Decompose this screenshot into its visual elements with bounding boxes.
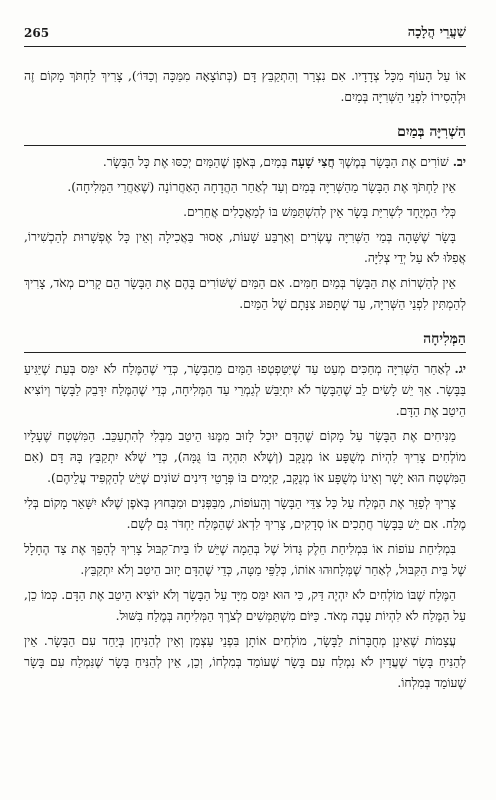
intro-paragraph: אוֹ עַל הָעוֹף מִכָּל צְדָדָיו. אִם נִצְרַר וְהִתְקַבֵּץ דָּם (כְּתוֹצָאָה מִמַּכָּה וְכַדּוֹ׳), צָרִיךְ לַחְתֹּךְ מָקוֹם זֶה וּלְהָסִירוֹ לִפְנֵי הַשְּׁרִיָּה בְּמַיִם. (24, 69, 466, 104)
section-heading-salting: הַמְּלִיחָה (24, 329, 466, 353)
paragraph: אֵין לְהַשְׁרוֹת אֶת הַבָּשָׂר בְּמַיִם חַמִּים. אִם הַמַּיִם שֶׁשּׁוֹרִים בָּהֶם אֶת הַבָּשָׂר הֵם קָרִים מְאֹד, צָרִיךְ לְהַמְתִּין לִפְנֵי הַשְּׁרִיָּה, עַד שֶׁתָּפוּג צִנָּתָם שֶׁל הַמַּיִם. (24, 276, 466, 311)
paragraph: צָרִיךְ לְפַזֵּר אֶת הַמֶּלַח עַל כָּל צִדֵּי הַבָּשָׂר וְהָעוֹפוֹת, מִבַּפְּנִים וּמִבַּחוּץ בְּאֹפֶן שֶׁלֹּא יִשָּׁאֵר מָקוֹם בְּלִי מֶלַח. אִם יֵשׁ בַּבָּשָׂר חֲתָכִים אוֹ סְדָקִים, צָרִיךְ לִדְאֹג שֶׁהַמֶּלַח יַחְדֹּר גַּם לְשָׁם. (24, 496, 466, 531)
page-content (24, 66, 466, 698)
paragraph: אֵין לַחְתֹּךְ אֶת הַבָּשָׂר מֵהַשְּׁרִיָּה בְּמַיִם וְעַד לְאַחַר הַהֲדָחָה הָאַחֲרוֹנָה (שֶׁאַחֲרֵי הַמְּלִיחָה). (67, 180, 456, 194)
page-header (24, 22, 466, 47)
section-heading-soaking: הַשְׁרִיָּה בְּמַיִם (24, 122, 466, 146)
paragraph-marker: יג. (454, 362, 466, 376)
paragraph: עֲצָמוֹת שֶׁאֵינָן מְחֻבָּרוֹת לַבָּשָׂר, מוֹלְחִים אוֹתָן בִּפְנֵי עַצְמָן וְאֵין לְהַנִּיחָן בְּיַחַד עִם הַבָּשָׂר. אֵין לְהַנִּיחַ בָּשָׂר שֶׁעֲדַיִן לֹא נִמְלַח עִם בָּשָׂר שֶׁעוֹמֵד בְּמִלְחוֹ, וְכֵן, אֵין לְהַנִּיחַ בָּשָׂר שֶׁנִּמְלַח עִם בָּשָׂר שֶׁעוֹמֵד בְּמִלְחוֹ. (24, 634, 466, 690)
paragraph: מַנִּיחִים אֶת הַבָּשָׂר עַל מָקוֹם שֶׁהַדָּם יוּכַל לָזוּב מִמֶּנּוּ הֵיטֵב מִבְּלִי לְהִתְעַכֵּב. הַמִּשְׁטָח שֶׁעָלָיו מוֹלְחִים צָרִיךְ לִהְיוֹת מְשֻׁפָּע אוֹ מְנֻקָּב (וְשֶׁלֹּא תִּהְיֶה בּוֹ גֻּמָּה), כְּדֵי שֶׁלֹּא יִתְקַבֵּץ בָּהּ דָּם (אִם הַמִּשְׁטָח הוּא יָשָׁר וְאֵינוֹ מְשֻׁפָּע אוֹ מְנֻקָּב, קַיָּמִים בּוֹ פְּרָטֵי דִּינִים שׁוֹנִים שֶׁיֵּשׁ לְהַקְפִּיד עֲלֵיהֶם). (24, 429, 466, 485)
paragraph-marker: יב. (452, 155, 466, 169)
paragraph-text: לְאַחַר הַשְּׁרִיָּה מְחַכִּים מְעַט עַד שֶׁיִּטַּפְטְפוּ הַמַּיִם מֵהַבָּשָׂר, כְּדֵי שֶׁהַמֶּלַח לֹא יִמַּס בְּעֵת שֶׁיַּגִּיעַ בַּבָּשָׂר. אַךְ יֵשׁ לָשִׂים לֵב שֶׁהַבָּשָׂר לֹא יִתְיַבֵּשׁ לְגַמְרֵי עַד הַמְּלִיחָה, כְּדֵי שֶׁהַמֶּלַח יִדָּבֵק לַבָּשָׂר וְיוֹצִיא הֵיטֵב אֶת הַדָּם. (24, 362, 466, 418)
emphasis-text: חֲצִי שָׁעָה (291, 155, 335, 169)
paragraph: בָּשָׂר שֶׁשָּׁהָה בְּמֵי הַשְּׁרִיָּה עֶשְׂרִים וְאַרְבַּע שָׁעוֹת, אָסוּר בַּאֲכִילָה וְאֵין כָּל אֶפְשָׁרוּת לְהַכְשִׁירוֹ, אֲפִלּוּ לֹא עַל יְדֵי צְלִיָּה. (24, 230, 466, 265)
paragraph: כְּלִי הַמְיֻחָד לִשְׁרִיַּת בָּשָׂר אֵין לְהִשְׁתַּמֵּשׁ בּוֹ לְמַאֲכָלִים אֲחֵרִים. (183, 205, 456, 219)
paragraph-12 (24, 152, 466, 173)
paragraph-text: בְּמַיִם, בְּאֹפֶן שֶׁהַמַּיִם יְכַסּוּ אֶת כָּל הַבָּשָׂר. (102, 155, 288, 169)
page-number: 265 (24, 26, 50, 40)
paragraph: הַמֶּלַח שֶׁבּוֹ מוֹלְחִים לֹא יִהְיֶה דַּק, כִּי הוּא יִמַּס מִיָּד עַל הַבָּשָׂר וְלֹא יוֹצִיא הֵיטֵב אֶת הַדָּם. כְּמוֹ כֵן, עַל הַמֶּלַח לֹא לִהְיוֹת עָבֶה מְאֹד. כַּיּוֹם מִשְׁתַּמְּשִׁים לְצֹרֶךְ הַמְּלִיחָה בְּמֶלַח בִּשּׁוּל. (24, 588, 466, 623)
running-title: שַׁעֲרֵי הֲלָכָה (407, 25, 466, 40)
paragraph: בִּמְלִיחַת עוֹפוֹת אוֹ בִּמְלִיחַת חֵלֶק גָּדוֹל שֶׁל בְּהֵמָה שֶׁיֵּשׁ לוֹ בֵּית־קִבּוּל צָרִיךְ לְהָפֵךְ אֶת צַד הֶחָלָל שֶׁל בֵּית הַקִּבּוּל, לְאַחַר שֶׁמְּלָחוּהוּ אוֹתוֹ, כְּלַפֵּי מַטָּה, כְּדֵי שֶׁהַדָּם יָזוּב הֵיטֵב וְלֹא יִתְקַבֵּץ. (24, 542, 466, 577)
paragraph-13 (24, 359, 466, 422)
paragraph-text: שׁוֹרִים אֶת הַבָּשָׂר בְּמֶשֶׁךְ (338, 155, 449, 169)
